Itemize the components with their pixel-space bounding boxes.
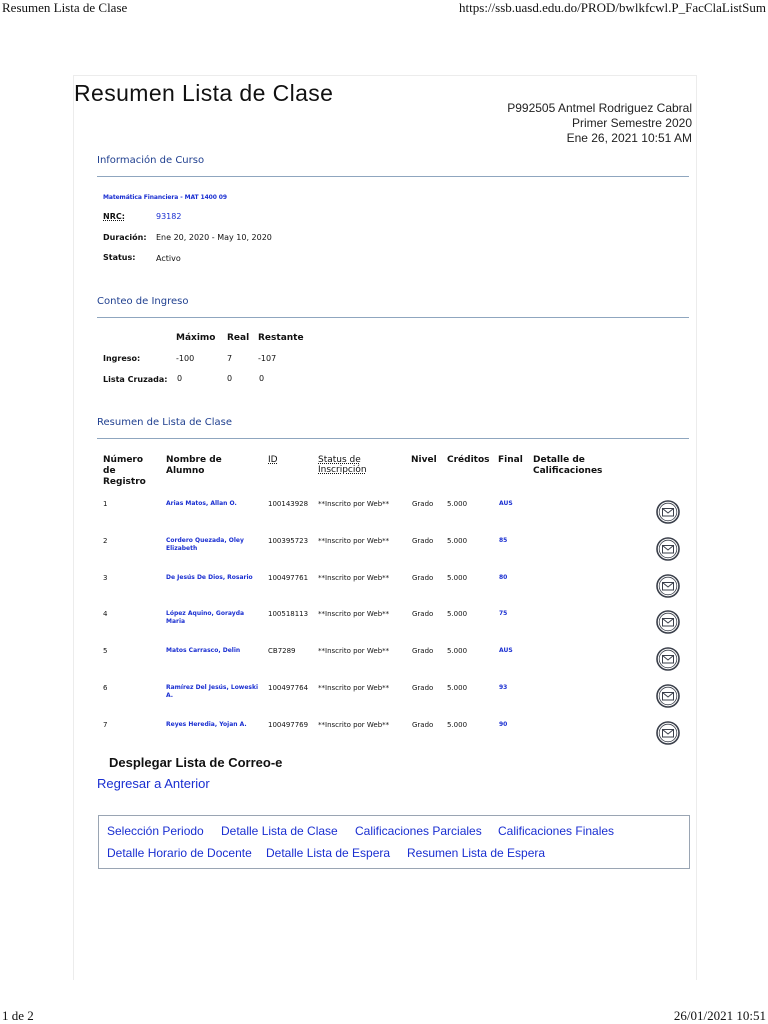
th-number: [103, 455, 146, 488]
row-number: 6: [103, 684, 108, 692]
row-number: 7: [103, 721, 108, 729]
enrollment-status: **Inscrito por Web**: [318, 537, 390, 545]
th-id: ID: [268, 455, 278, 465]
student-id: 100497764: [268, 684, 309, 692]
enroll-row-rest: -107: [258, 354, 277, 363]
final-grade-link[interactable]: 85: [499, 537, 508, 544]
student-credits: 5.000: [447, 684, 468, 692]
enroll-row-max: -100: [176, 354, 195, 363]
nav-box: [98, 815, 690, 869]
student-credits: 5.000: [447, 647, 468, 655]
student-level: Grado: [412, 721, 434, 729]
course-title-link[interactable]: Matemática Financiera - MAT 1400 09: [103, 194, 227, 201]
enrollment-heading: Conteo de Ingreso: [97, 296, 189, 307]
enrollment-rule: [97, 317, 689, 318]
th-number-line3: Registro: [103, 477, 146, 487]
enrollment-status: **Inscrito por Web**: [318, 610, 390, 618]
student-id: CB7289: [268, 647, 296, 655]
th-name: [166, 455, 222, 477]
final-grade-link[interactable]: AUS: [499, 500, 513, 507]
th-credits: Créditos: [447, 455, 490, 465]
enrollment-status: **Inscrito por Web**: [318, 574, 390, 582]
envelope-icon[interactable]: [656, 647, 680, 671]
cross-row-rest: 0: [259, 374, 265, 383]
timestamp: Ene 26, 2021 10:51 AM: [566, 131, 692, 145]
envelope-icon[interactable]: [656, 610, 680, 634]
row-number: 2: [103, 537, 108, 545]
th-detail-line2: Calificaciones: [533, 466, 603, 476]
th-name-line1: Nombre de: [166, 455, 222, 465]
duration-label: Duración:: [103, 233, 147, 242]
student-name-link[interactable]: López Aquino, Gorayda Maria: [166, 610, 245, 625]
nrc-value-link[interactable]: 93182: [156, 212, 182, 221]
enrollment-status: **Inscrito por Web**: [318, 500, 390, 508]
status-label: Status:: [103, 253, 136, 262]
enroll-row-real: 7: [227, 354, 233, 363]
print-footer-datetime: 26/01/2021 10:51: [673, 1008, 766, 1023]
row-number: 4: [103, 610, 108, 618]
student-name-link[interactable]: Matos Carrasco, Delin: [166, 647, 241, 654]
page-title: Resumen Lista de Clase: [74, 80, 334, 106]
student-level: Grado: [412, 500, 434, 508]
course-info-heading: Información de Curso: [97, 155, 205, 166]
user-id-name: P992505 Antmel Rodriguez Cabral: [507, 101, 692, 115]
student-name-link[interactable]: Reyes Heredia, Yojan A.: [166, 721, 247, 728]
cross-row-label: Lista Cruzada:: [103, 375, 168, 384]
th-status-line2: Inscripción: [318, 465, 367, 475]
print-header-url: https://ssb.uasd.edu.do/PROD/bwlkfcwl.P_FacClaListSum: [459, 0, 766, 15]
email-list-link[interactable]: Desplegar Lista de Correo-e: [109, 755, 283, 770]
enrollment-status: **Inscrito por Web**: [318, 684, 390, 692]
student-level: Grado: [412, 574, 434, 582]
student-name-link[interactable]: De Jesús De Dios, Rosario: [166, 574, 253, 581]
student-credits: 5.000: [447, 721, 468, 729]
print-header-title: Resumen Lista de Clase: [2, 0, 128, 15]
status-value: Activo: [156, 254, 181, 263]
student-id: 100395723: [268, 537, 309, 545]
envelope-icon[interactable]: [656, 537, 680, 561]
nav-calificaciones-parciales[interactable]: Calificaciones Parciales: [355, 824, 482, 838]
cross-row-max: 0: [177, 374, 183, 383]
duration-value: Ene 20, 2020 - May 10, 2020: [156, 233, 272, 242]
student-credits: 5.000: [447, 574, 468, 582]
user-info: [507, 101, 692, 146]
student-name-link[interactable]: Arias Matos, Allan O.: [166, 500, 237, 507]
course-info-rule: [97, 176, 689, 177]
th-name-line2: Alumno: [166, 466, 205, 476]
student-id: 100518113: [268, 610, 309, 618]
student-id: 100143928: [268, 500, 309, 508]
student-level: Grado: [412, 610, 434, 618]
student-level: Grado: [412, 647, 434, 655]
student-id: 100497761: [268, 574, 309, 582]
cross-row-real: 0: [227, 374, 233, 383]
th-level: Nivel: [411, 455, 437, 465]
row-number: 1: [103, 500, 108, 508]
student-credits: 5.000: [447, 610, 468, 618]
class-list-rule: [97, 438, 689, 439]
th-number-line1: Número: [103, 455, 144, 465]
class-list-heading: Resumen de Lista de Clase: [97, 417, 233, 428]
student-level: Grado: [412, 684, 434, 692]
enrollment-status: **Inscrito por Web**: [318, 721, 390, 729]
student-name-link[interactable]: Cordero Quezada, Oley Elizabeth: [166, 537, 244, 552]
col-real: Real: [227, 333, 250, 343]
term: Primer Semestre 2020: [571, 116, 692, 130]
print-footer-page: 1 de 2: [2, 1008, 34, 1023]
nav-detalle-lista-espera[interactable]: Detalle Lista de Espera: [266, 846, 391, 860]
final-grade-link[interactable]: 75: [499, 610, 508, 617]
nav-detalle-lista-clase[interactable]: Detalle Lista de Clase: [221, 824, 338, 838]
back-link[interactable]: Regresar a Anterior: [97, 776, 210, 791]
page-border-left: [73, 75, 74, 980]
nav-calificaciones-finales[interactable]: Calificaciones Finales: [498, 824, 615, 838]
envelope-icon[interactable]: [656, 500, 680, 524]
row-number: 3: [103, 574, 108, 582]
envelope-icon[interactable]: [656, 574, 680, 598]
enrollment-status: **Inscrito por Web**: [318, 647, 390, 655]
page-border-top: [73, 75, 697, 76]
envelope-icon[interactable]: [656, 684, 680, 708]
th-number-line2: de: [103, 466, 116, 476]
row-number: 5: [103, 647, 108, 655]
nav-resumen-lista-espera[interactable]: Resumen Lista de Espera: [407, 846, 546, 860]
student-credits: 5.000: [447, 500, 468, 508]
th-status-line1: Status de: [318, 455, 361, 465]
enroll-row-label: Ingreso:: [103, 354, 141, 363]
nav-detalle-horario-docente[interactable]: Detalle Horario de Docente: [107, 846, 252, 860]
th-final: Final: [498, 455, 523, 465]
nav-seleccion-periodo[interactable]: Selección Periodo: [107, 824, 204, 838]
final-grade-link[interactable]: AUS: [499, 647, 513, 654]
student-name-link[interactable]: Ramírez Del Jesús, Loweski A.: [166, 684, 259, 699]
final-grade-link[interactable]: 80: [499, 574, 508, 581]
th-detail: [533, 455, 602, 477]
th-detail-line1: Detalle de: [533, 455, 585, 465]
student-credits: 5.000: [447, 537, 468, 545]
final-grade-link[interactable]: 90: [499, 721, 508, 728]
col-rest: Restante: [258, 333, 304, 343]
student-id: 100497769: [268, 721, 309, 729]
col-max: Máximo: [176, 333, 216, 343]
student-level: Grado: [412, 537, 434, 545]
nrc-label: NRC:: [103, 212, 125, 221]
th-status: [318, 455, 367, 475]
page-border-right: [696, 75, 697, 980]
envelope-icon[interactable]: [656, 721, 680, 745]
final-grade-link[interactable]: 93: [499, 684, 508, 691]
